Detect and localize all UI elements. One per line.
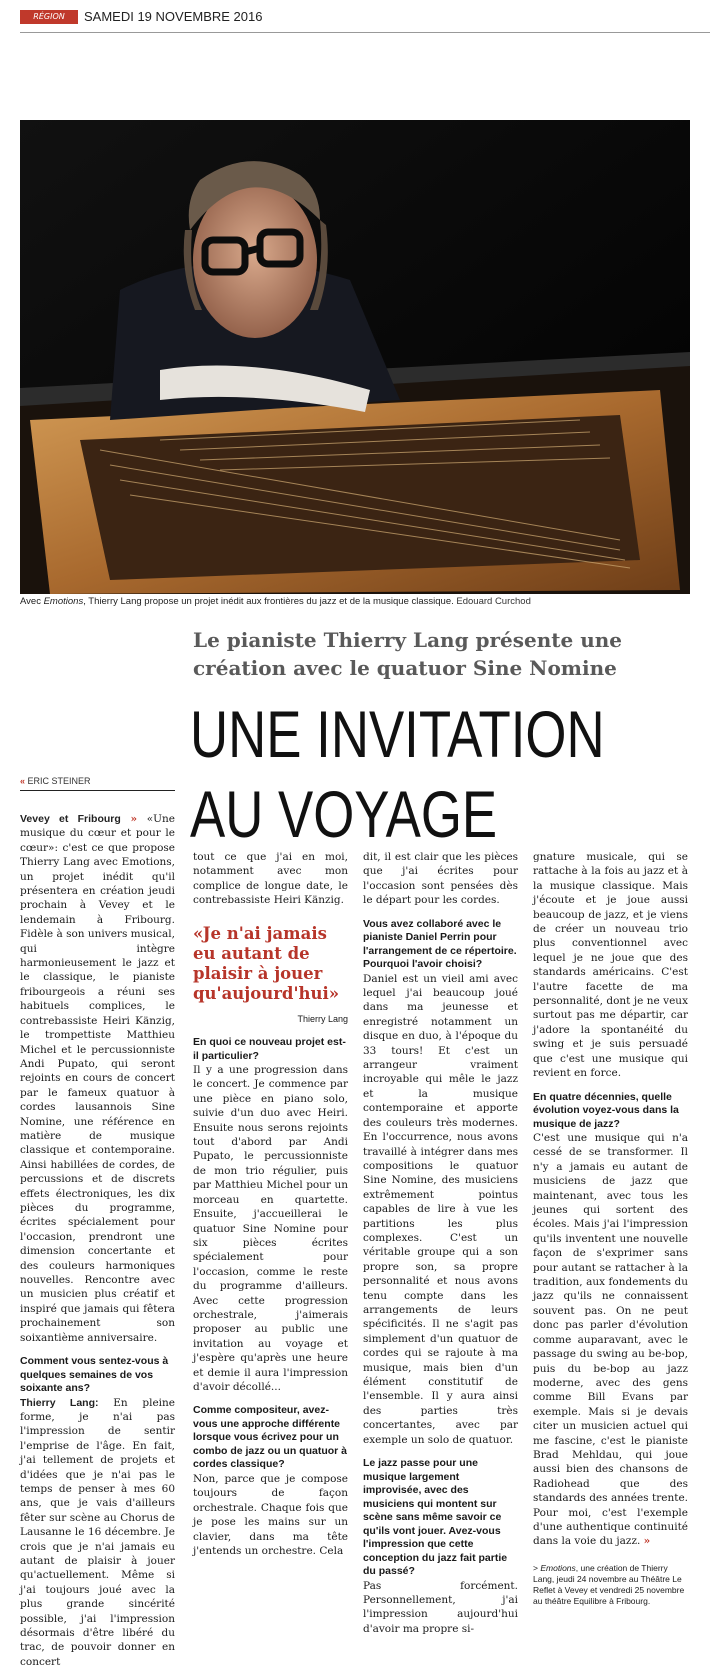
pull-quote: «Je n'ai jamais eu autant de plaisir à jouer qu'aujourd'hui» xyxy=(193,923,340,1003)
question-5: Le jazz passe pour une musique largement improvisée, avec des musiciens qui montent sur scène sans même savoir ce qu'ils vont jouer. Avez-vous l'impression que cette conception du jazz fait partie du passé? xyxy=(363,1457,508,1578)
question-3: Comme compositeur, avez-vous une approche différente lorsque vous écrivez pour un combo de jazz ou un quatuor à cordes classique? xyxy=(193,1404,348,1471)
end-marker: » xyxy=(643,1535,651,1548)
byline xyxy=(20,776,175,791)
paragraph-col2: tout ce que j'ai en moi, notamment avec mon complice de longue date, le contrebassiste Heiri Känzig. xyxy=(193,851,348,907)
footnote-title: Emotions xyxy=(540,1562,576,1573)
section-tag: RÉGION xyxy=(20,10,78,24)
byline-author: ERIC STEINER xyxy=(27,776,91,786)
answer-4: Daniel est un vieil ami avec lequel j'ai beaucoup joué dans ma jeunesse et enregistré notamment un disque en duo, à l'époque du 33 tours! Et c'est un arrangeur vraiment incroyable qui mêle le jazz et la musique contemporaine et apporte des couleurs très modernes. En l'occurrence, nous avons travaillé à intégrer dans mes compositions le quatuor Sine Nomine, des musiciens extrêmement pointus capables de lire à vue les partitions les plus complexes. C'est un véritable groupe qui a son propre son, sa propre personnalité et nous avons tenu compte dans les arrangements de leurs spécificités. Il ne s'agit pas simplement d'un quatuor de cordes qui se rajoute à ma musique, mais bien d'un élément constitutif de l'ensemble. Il y aura ainsi des parties très concertantes, avec par exemple un solo de quatuor. xyxy=(363,972,518,1446)
photo-credit: Edouard Curchod xyxy=(456,596,531,607)
question-6: En quatre décennies, quelle évolution voyez-vous dans la musique de jazz? xyxy=(533,1090,679,1130)
byline-marker: « xyxy=(20,776,26,786)
page-header xyxy=(20,8,710,33)
article-photo xyxy=(20,120,690,594)
pull-quote-author: Thierry Lang xyxy=(297,1013,348,1024)
article-column-3 xyxy=(363,850,518,1636)
event-info xyxy=(533,1563,688,1607)
paragraph-col3: dit, il est clair que les pièces que j'ai écrites pour l'occasion sont pensées dès le départ pour les cordes. xyxy=(363,851,518,907)
question-2: En quoi ce nouveau projet est-il particulier? xyxy=(193,1036,346,1062)
lead-text: «Une musique du cœur et pour le cœur»: c'est ce que propose Thierry Lang avec Emotions, un projet inédit qu'il présentera en création jeudi prochain à Vevey et le lendemain à Fribourg. Fidèle à son univers musical, qui intègre harmonieusement le jazz et le classique, le pianiste fribourgeois a réuni ses habituels complices, le contrebassiste Heiri Känzig, le trompettiste Matthieu Michel et le percussionniste Andi Pupato, qui seront rejoints en cours de concert par le fameux quatuor à cordes lausannois Sine Nomine, une référence en matière de musique classique et contemporaine. Ainsi habillées de cordes, de percussions et de discrets effets électroniques, les dix pièces du programme, écrites spécialement pour l'occasion, prendront une dimension concertante et des couleurs harmoniques nouvelles. Rencontre avec un musicien plus créatif et inspiré que jamais qui fêtera prochainement son soixantième anniversaire. xyxy=(20,813,175,1344)
headline-line-1: UNE INVITATION xyxy=(190,697,605,771)
issue-date: SAMEDI 19 NOVEMBRE 2016 xyxy=(84,9,263,24)
headline-line-2: AU VOYAGE xyxy=(190,777,498,851)
answer-5: Pas forcément. Personnellement, j'ai l'impression aujourd'hui d'avoir ma propre si- xyxy=(363,1579,518,1635)
caption-title: Emotions xyxy=(43,596,84,607)
caption-prefix: Avec xyxy=(20,596,44,607)
lead-paragraph xyxy=(20,812,175,1345)
article-subhead: Le pianiste Thierry Lang présente une création avec le quatuor Sine Nomine xyxy=(193,628,623,680)
answer-1-text: En pleine forme, je n'ai pas l'impression de sentir l'emprise de l'âge. En fait, j'ai tellement de projets et d'idées que je n'ai pas le temps de penser à mes 60 ans, que je vais d'ailleurs fêter sur scène au Chorus de Lausanne le 16 décembre. Je crois que je n'ai jamais eu autant de plaisir à jouer qu'actuellement. Même si j'ai toujours joué avec la plus grande sincérité possible, j'ai l'impression désormais d'être libéré du trac, de pouvoir donner en concert xyxy=(20,1396,175,1668)
paragraph-col4: gnature musicale, qui se rattache à la fois au jazz et à la musique classique. Mais j'écoute et je joue aussi beaucoup de jazz, et je viens de créer un nouveau trio plus conventionnel avec lequel je ne joue que des standards américains. C'est l'autre facette de ma personnalité, dont je ne veux surtout pas me départir, car j'adore la spontanéité du swing et je suis persuadé que c'est une musique qui revient en force. xyxy=(533,851,688,1080)
lead-marker: » xyxy=(130,813,138,825)
article-column-4 xyxy=(533,850,688,1607)
lead-place: Vevey et Fribourg xyxy=(20,813,121,825)
answer-6 xyxy=(533,1131,688,1549)
answer-1-speaker: Thierry Lang: xyxy=(20,1396,99,1409)
question-4: Vous avez collaboré avec le pianiste Daniel Perrin pour l'arrangement de ce répertoire. Pourquoi l'avoir choisi? xyxy=(363,917,517,971)
caption-text: , Thierry Lang propose un projet inédit aux frontières du jazz et de la musique classique. xyxy=(83,596,454,607)
answer-2: Il y a une progression dans le concert. Je commence par une pièce en piano solo, suivie d'un duo avec Heiri. Ensuite nous serons rejoints tout d'abord par Andi Pupato, le percussionniste de mon trio régulier, puis par Matthieu Michel pour un morceau en quartette. Ensuite, j'accueillerai le quatuor Sine Nomine pour six pièces écrites spécialement pour l'occasion, comme le reste du programme d'ailleurs. Avec cette progression orchestrale, j'aimerais proposer au public une invitation au voyage et j'espère qu'après une heure et demie il aura l'impression d'avoir décollé... xyxy=(193,1064,348,1393)
article-headline xyxy=(190,694,606,854)
answer-1 xyxy=(20,1396,175,1669)
question-1: Comment vous sentez-vous à quelques semaines de vos soixante ans? xyxy=(20,1355,169,1395)
photo-caption xyxy=(20,596,690,607)
article-column-1 xyxy=(20,812,175,1669)
article-column-2 xyxy=(193,850,348,1558)
answer-6-text: C'est une musique qui n'a cessé de se transformer. Il n'y a jamais eu autant de musiciens de jazz que maintenant, avec tous les jeunes qui sortent des écoles. Mais j'ai l'impression qu'ils inventent une nouvelle façon de s'exprimer sans pour autant se rattacher à la tradition, aux fondements du jazz qu'ils ne connaissent souvent pas. On ne peut donc pas parler d'évolution comme auparavant, avec le passage du swing au be-bop, puis du be-bop au jazz moderne, avec des gens comme Bill Evans par exemple. Mais si je devais citer un musicien actuel qui me fascine, c'est le pianiste Brad Mehldau, qui joue aussi bien des chansons de Radiohead que des standards des années trente. Pour moi, c'est l'exemple d'une authentique continuité dans la voie du jazz. xyxy=(533,1132,688,1548)
answer-3: Non, parce que je compose toujours de façon orchestrale. Chaque fois que je pose les mains sur un clavier, dans ma tête j'entends un orchestre. Cela xyxy=(193,1472,348,1557)
footnote-text: , une création de Thierry Lang, jeudi 24 novembre au Théâtre Le Reflet à Vevey et vendredi 25 novembre au théâtre Equilibre à Fribourg. xyxy=(533,1562,685,1606)
footnote-marker: > xyxy=(533,1562,538,1573)
